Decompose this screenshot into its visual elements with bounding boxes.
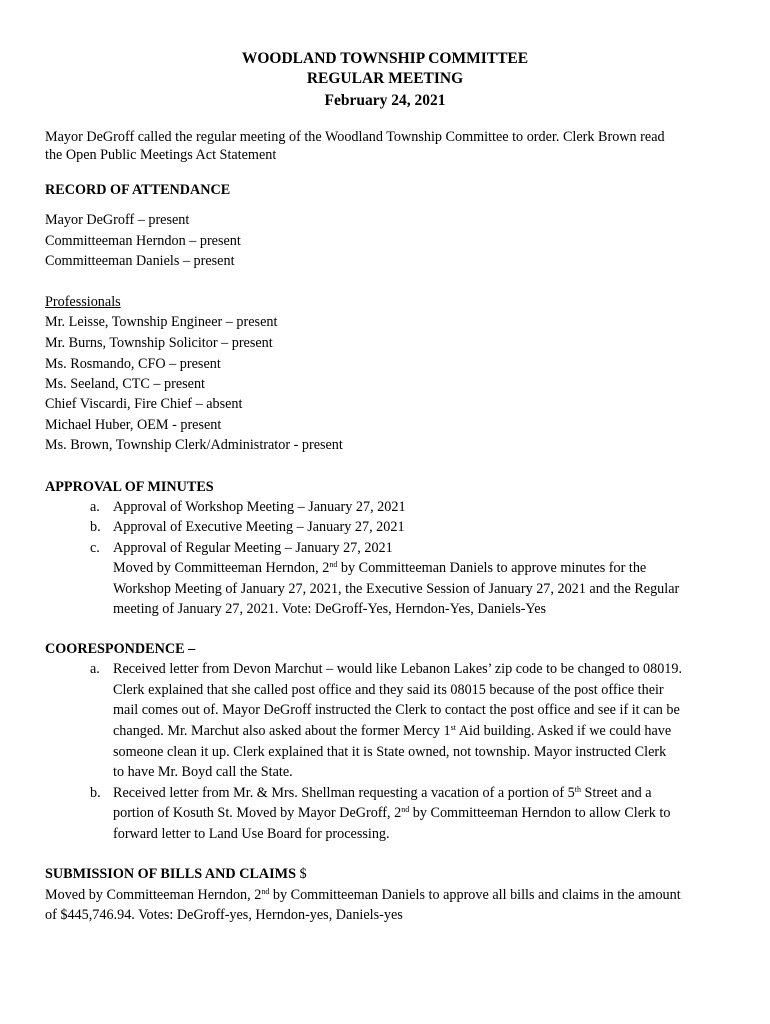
correspondence-a-line: changed. Mr. Marchut also asked about the former Mercy 1st Aid building. Asked if we could have xyxy=(113,723,672,739)
bills-line-1: Moved by Committeeman Herndon, 2nd by Committeeman Daniels to approve all bills and claims in the amount xyxy=(45,887,681,903)
minutes-item: Approval of Executive Meeting – January 27, 2021 xyxy=(113,519,405,535)
bills-heading: SUBMISSION OF BILLS AND CLAIMS $ xyxy=(45,866,307,882)
correspondence-b-line: portion of Kosuth St. Moved by Mayor DeGroff, 2nd by Committeeman Herndon to allow Clerk to xyxy=(113,805,671,821)
title-line-1: WOODLAND TOWNSHIP COMMITTEE xyxy=(241,50,529,67)
professionals-heading: Professionals xyxy=(45,294,121,310)
minutes-item: Approval of Regular Meeting – January 27, 2021 xyxy=(113,540,393,556)
list-marker: a. xyxy=(90,499,100,515)
correspondence-a-line: mail comes out of. Mayor DeGroff instructed the Clerk to contact the post office and see if it can be xyxy=(113,702,680,718)
bills-line-2: of $445,746.94. Votes: DeGroff-yes, Herndon-yes, Daniels-yes xyxy=(45,907,403,923)
professional-item: Chief Viscardi, Fire Chief – absent xyxy=(45,396,243,412)
attendance-member: Committeeman Daniels – present xyxy=(45,253,235,269)
correspondence-a-line: Received letter from Devon Marchut – would like Lebanon Lakes’ zip code to be changed to 08019. xyxy=(113,661,683,677)
meeting-date: February 24, 2021 xyxy=(324,92,446,109)
intro-line-1: Mayor DeGroff called the regular meeting of the Woodland Township Committee to order. Clerk Brown read xyxy=(45,129,665,145)
minutes-motion-line-3: meeting of January 27, 2021. Vote: DeGroff-Yes, Herndon-Yes, Daniels-Yes xyxy=(113,601,547,617)
title-line-2: REGULAR MEETING xyxy=(306,70,464,87)
minutes-item: Approval of Workshop Meeting – January 27, 2021 xyxy=(113,499,406,515)
correspondence-b-line: Received letter from Mr. & Mrs. Shellman requesting a vacation of a portion of 5th Street and a xyxy=(113,785,652,801)
minutes-motion-line-1: Moved by Committeeman Herndon, 2nd by Committeeman Daniels to approve minutes for the xyxy=(113,560,647,576)
attendance-member: Committeeman Herndon – present xyxy=(45,233,241,249)
professional-item: Michael Huber, OEM - present xyxy=(45,417,222,433)
minutes-motion-line-2: Workshop Meeting of January 27, 2021, the Executive Session of January 27, 2021 and the Regular xyxy=(113,581,680,597)
correspondence-a-line: to have Mr. Boyd call the State. xyxy=(113,764,293,780)
professional-item: Ms. Rosmando, CFO – present xyxy=(45,356,221,372)
attendance-member: Mayor DeGroff – present xyxy=(45,212,190,228)
list-marker: b. xyxy=(90,519,101,535)
professional-item: Ms. Brown, Township Clerk/Administrator - present xyxy=(45,437,343,453)
correspondence-a-line: someone clean it up. Clerk explained that it is State owned, not township. Mayor instructed Clerk xyxy=(113,744,667,760)
professional-item: Ms. Seeland, CTC – present xyxy=(45,376,205,392)
list-marker: c. xyxy=(90,540,100,556)
professional-item: Mr. Burns, Township Solicitor – present xyxy=(45,335,273,351)
attendance-heading: RECORD OF ATTENDANCE xyxy=(45,182,231,198)
professional-item: Mr. Leisse, Township Engineer – present xyxy=(45,314,278,330)
intro-line-2: the Open Public Meetings Act Statement xyxy=(45,147,277,163)
correspondence-b-line: forward letter to Land Use Board for processing. xyxy=(113,826,390,842)
correspondence-heading: COORESPONDENCE – xyxy=(45,641,196,657)
minutes-heading: APPROVAL OF MINUTES xyxy=(45,479,214,495)
correspondence-a-line: Clerk explained that she called post office and they said its 08015 because of the post office their xyxy=(113,682,664,698)
list-marker: b. xyxy=(90,785,101,801)
list-marker: a. xyxy=(90,661,100,677)
